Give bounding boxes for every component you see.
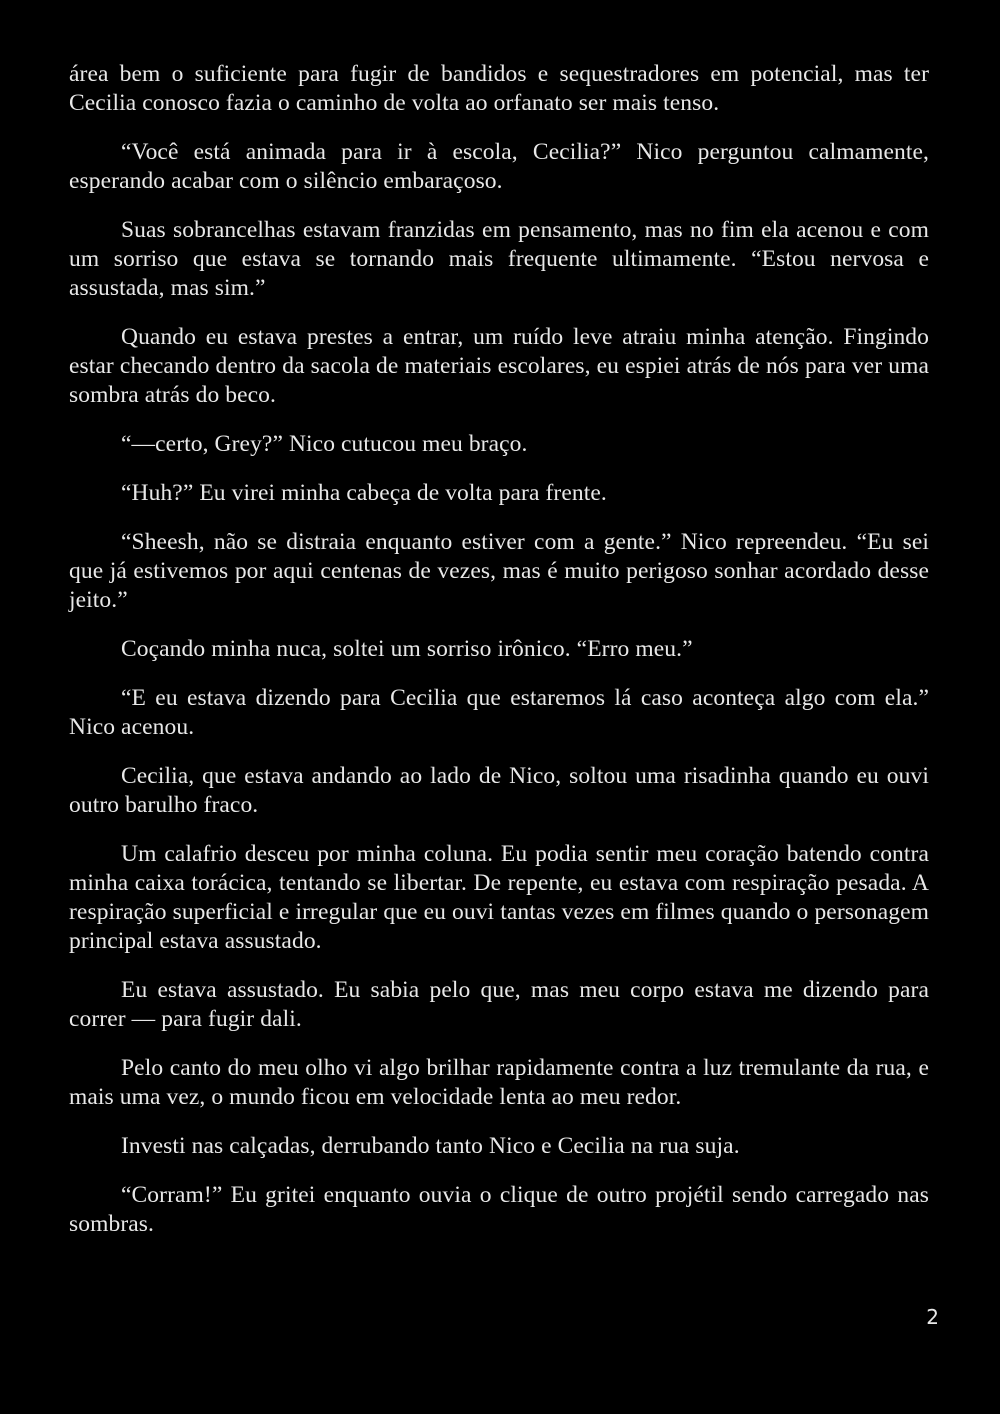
paragraph-4: Quando eu estava prestes a entrar, um ruído leve atraiu minha atenção. Fingindo estar checando dentro da sacola de materiais escolares, eu espiei atrás de nós para ver uma sombra atrás do beco. xyxy=(69,324,929,408)
paragraph-12: Eu estava assustado. Eu sabia pelo que, mas meu corpo estava me dizendo para correr — para fugir dali. xyxy=(69,977,929,1032)
paragraph-6: “Huh?” Eu virei minha cabeça de volta para frente. xyxy=(121,480,607,506)
page-body xyxy=(69,60,929,1259)
paragraph-13: Pelo canto do meu olho vi algo brilhar rapidamente contra a luz tremulante da rua, e mais uma vez, o mundo ficou em velocidade lenta ao meu redor. xyxy=(69,1055,929,1110)
paragraph-8: Coçando minha nuca, soltei um sorriso irônico. “Erro meu.” xyxy=(121,636,693,662)
paragraph-11: Um calafrio desceu por minha coluna. Eu podia sentir meu coração batendo contra minha caixa torácica, tentando se libertar. De repente, eu estava com respiração pesada. A respiração superficial e irregular que eu ouvi tantas vezes em filmes quando o personagem principal estava assustado. xyxy=(69,841,929,954)
paragraph-15: “Corram!” Eu gritei enquanto ouvia o clique de outro projétil sendo carregado nas sombras. xyxy=(69,1182,929,1237)
paragraph-14: Investi nas calçadas, derrubando tanto Nico e Cecilia na rua suja. xyxy=(121,1133,740,1159)
paragraph-10: Cecilia, que estava andando ao lado de Nico, soltou uma risadinha quando eu ouvi outro barulho fraco. xyxy=(69,763,929,818)
paragraph-7: “Sheesh, não se distraia enquanto estiver com a gente.” Nico repreendeu. “Eu sei que já estivemos por aqui centenas de vezes, mas é muito perigoso sonhar acordado desse jeito.” xyxy=(69,529,929,613)
paragraph-1: área bem o suficiente para fugir de bandidos e sequestradores em potencial, mas ter Cecilia conosco fazia o caminho de volta ao orfanato ser mais tenso. xyxy=(69,61,929,116)
page-number: 2 xyxy=(926,1305,939,1329)
paragraph-5: “—certo, Grey?” Nico cutucou meu braço. xyxy=(121,431,528,457)
paragraph-9: “E eu estava dizendo para Cecilia que estaremos lá caso aconteça algo com ela.” Nico acenou. xyxy=(69,685,929,740)
paragraph-2: “Você está animada para ir à escola, Cecilia?” Nico perguntou calmamente, esperando acabar com o silêncio embaraçoso. xyxy=(69,139,929,194)
paragraph-3: Suas sobrancelhas estavam franzidas em pensamento, mas no fim ela acenou e com um sorriso que estava se tornando mais frequente ultimamente. “Estou nervosa e assustada, mas sim.” xyxy=(69,217,929,301)
